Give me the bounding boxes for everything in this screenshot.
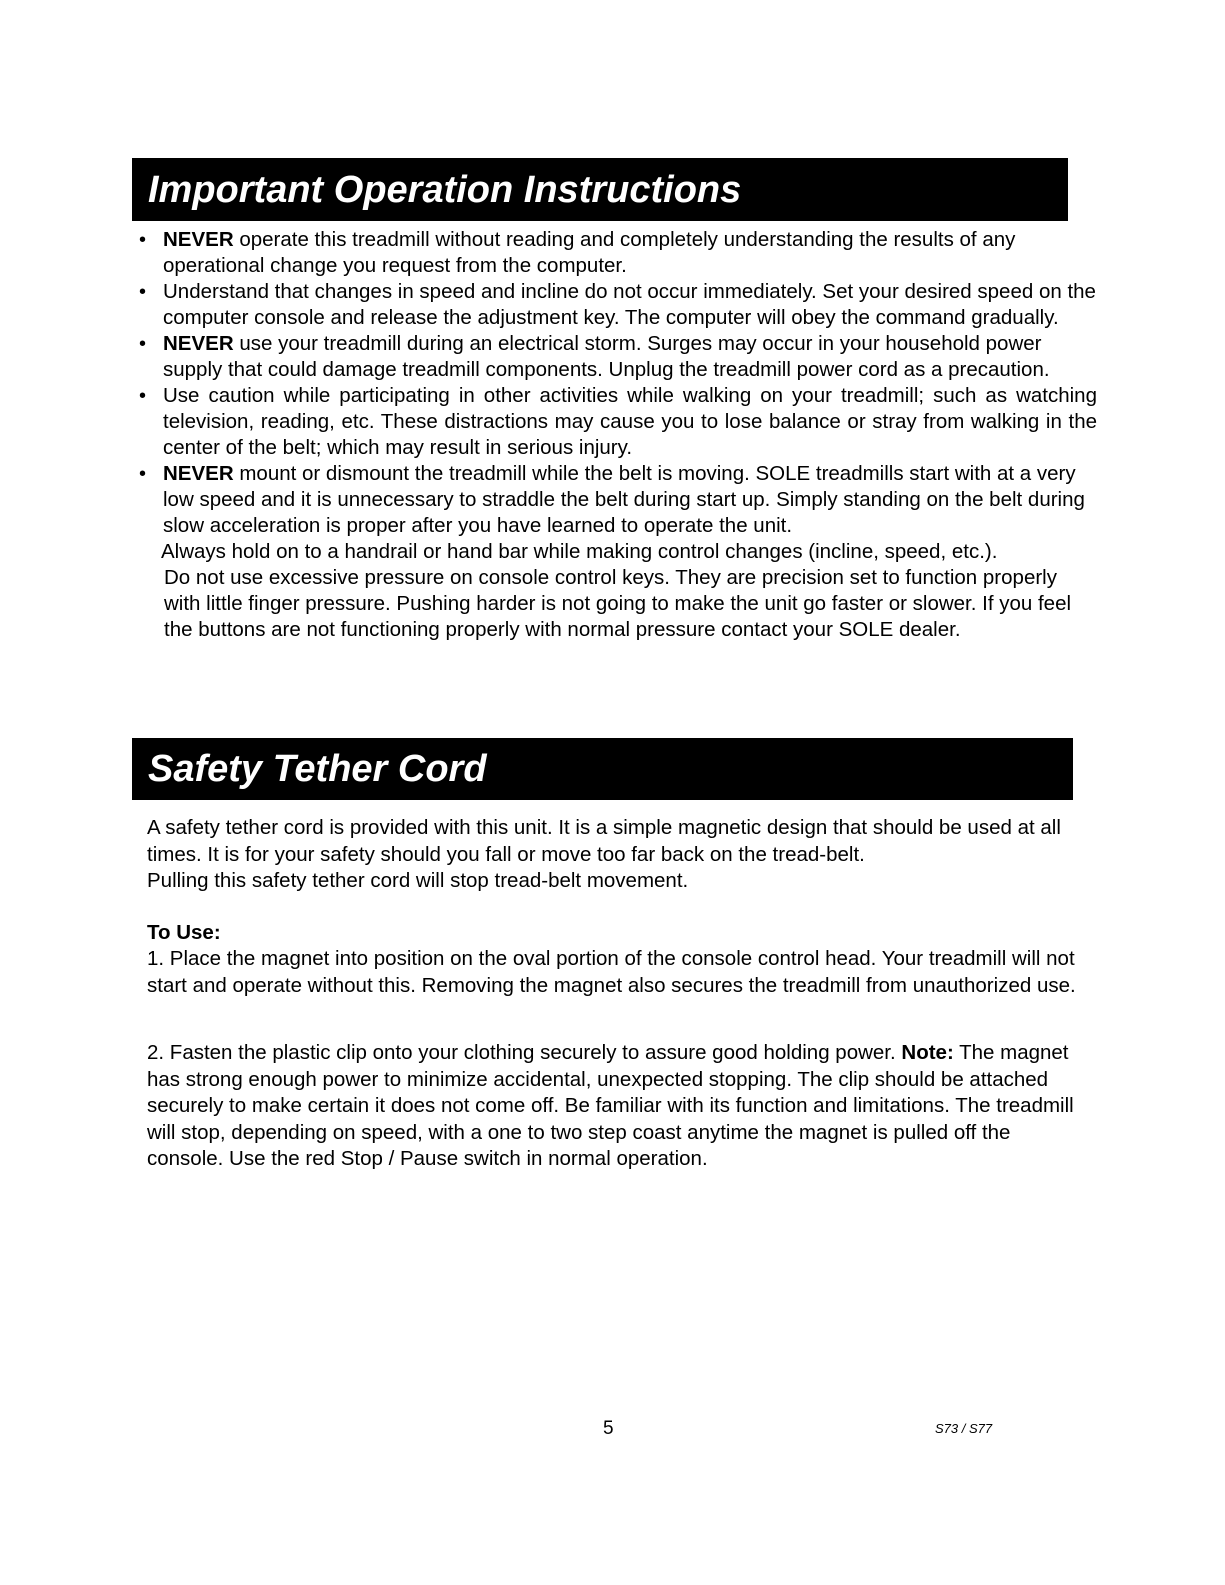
to-use-label: To Use: (147, 921, 221, 944)
step-2-rest: The magnet has strong enough power to minimize accidental, unexpected stopping. The clip should be attached securely to make certain it does not come off. Be familiar with its function and limitations. The treadmill will stop, depending on speed, with a one to two step coast anytime the magnet is pulled off the console. Use the red Stop / Pause switch in normal operation. (147, 1041, 1074, 1170)
never-label: NEVER (163, 228, 234, 251)
model-number: S73 / S77 (935, 1421, 993, 1436)
list-item-handrail: Always hold on to a handrail or hand bar while making control changes (incline, speed, etc.). (161, 540, 998, 563)
section-title-operation-instructions: Important Operation Instructions (132, 158, 1068, 221)
never-label: NEVER (163, 462, 234, 485)
step-2-start: 2. Fasten the plastic clip onto your clothing securely to assure good holding power. (147, 1041, 902, 1064)
step-1: 1. Place the magnet into position on the oval portion of the console control head. Your treadmill will not start and operate without this. Removing the magnet also secures the treadmill from unauthorized use. (147, 947, 1076, 997)
operation-instructions-list (137, 227, 1097, 643)
list-item-text: Understand that changes in speed and incline do not occur immediately. Set your desired speed on the computer console and release the adjustment key. The computer will obey the command gradually. (163, 280, 1096, 329)
list-item-text: mount or dismount the treadmill while the belt is moving. SOLE treadmills start with at a very low speed and it is unnecessary to straddle the belt during start up. Simply standing on the belt during slow acceleration is proper after you have learned to operate the unit. (163, 462, 1085, 537)
list-item (137, 279, 1097, 331)
page-number: 5 (603, 1418, 614, 1439)
list-item (137, 331, 1097, 383)
list-item-text: Use caution while participating in other activities while walking on your treadmill; such as watching television, reading, etc. These distractions may cause you to lose balance or stray from walking in the center of the belt; which may result in serious injury. (163, 384, 1097, 459)
list-item-console-keys: Do not use excessive pressure on console control keys. They are precision set to function properly with little finger pressure. Pushing harder is not going to make the unit go faster or slower. If you feel the buttons are not functioning properly with normal pressure contact your SOLE dealer. (164, 566, 1072, 641)
list-item-text: operate this treadmill without reading and completely understanding the results of any operational change you request from the computer. (163, 228, 1016, 277)
list-item-text: use your treadmill during an electrical storm. Surges may occur in your household power supply that could damage treadmill components. Unplug the treadmill power cord as a precaution. (163, 332, 1050, 381)
note-label: Note: (901, 1041, 954, 1064)
list-item (137, 227, 1097, 279)
list-item (137, 461, 1097, 539)
section-title-safety-tether: Safety Tether Cord (132, 738, 1073, 800)
step-2 (147, 1040, 1087, 1173)
never-label: NEVER (163, 332, 234, 355)
list-item (137, 383, 1097, 461)
tether-intro-text-2: Pulling this safety tether cord will stop tread-belt movement. (147, 869, 689, 892)
tether-intro-text: A safety tether cord is provided with this unit. It is a simple magnetic design that should be used at all times. It is for your safety should you fall or move too far back on the tread-belt. (147, 816, 1061, 866)
tether-intro (147, 815, 1087, 895)
